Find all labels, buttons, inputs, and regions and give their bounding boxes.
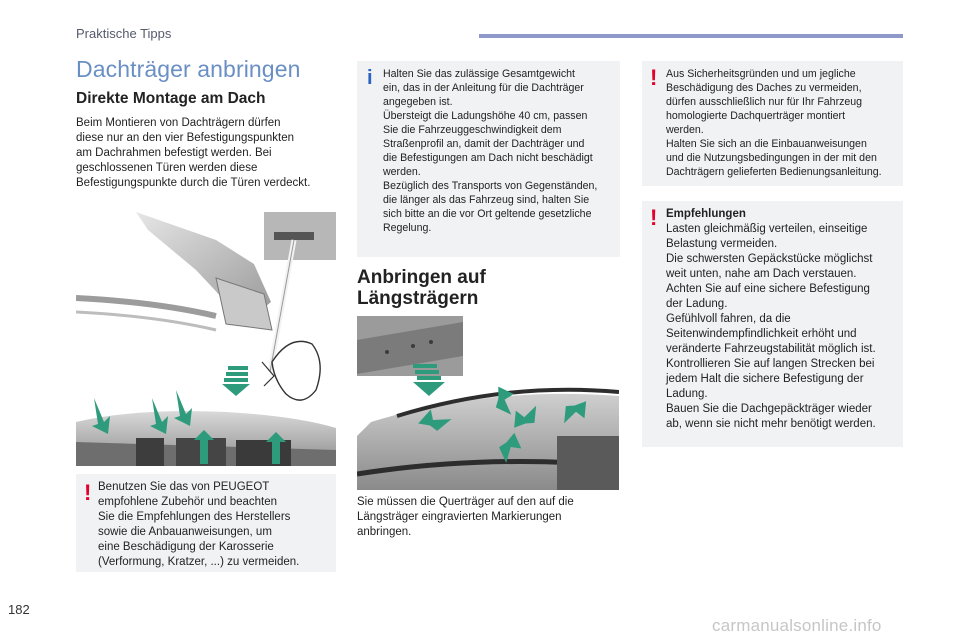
warning-icon: ! — [650, 65, 658, 90]
warning-box-recommendations — [642, 201, 903, 447]
warning-box-safety — [642, 61, 903, 186]
warning-accessories-text: Benutzen Sie das von PEUGEOT empfohlene Zubehör und beachten Sie die Empfehlungen des Herstellers sowie die Anbauanweisungen, um eine Beschädigung der Karosserie (Verformung, Kratzer, ...) zu vermeiden. — [98, 481, 300, 568]
longitudinal-heading: Anbringen auf Längsträgern — [357, 267, 486, 309]
longitudinal-illustration — [357, 316, 619, 490]
window-frame — [136, 438, 164, 466]
warning-box-accessories — [76, 474, 336, 572]
longitudinal-caption: Sie müssen die Querträger auf den auf die Längsträger eingravierten Markierungen anbringen. — [357, 496, 574, 538]
recommendations-heading: Empfehlungen — [666, 208, 746, 220]
recommendations-text: Lasten gleichmäßig verteilen, einseitige Belastung vermeiden. Die schwersten Gepäckstücke möglichst weit unten, nahe am Dach verstauen. Achten Sie auf eine sichere Befestigung der Ladung. Gefühlvoll fahren, da die Seitenwindempfindlichkeit erhöht und veränderte Fahrzeugstabilität möglich ist. Kontrollieren Sie auf langen Strecken bei jedem Halt die sichere Befestigung der Ladung. Bauen Sie die Dachgepäckträger wieder ab, wenn sie nicht mehr benötigt werden. — [666, 223, 876, 430]
warning-safety-text: Aus Sicherheitsgründen und um jegliche Beschädigung des Daches zu vermeiden, dürfen ausschließlich nur für Ihr Fahrzeug homologierte Dachquerträger montiert werden. Halten Sie sich an die Einbauanweisungen und die Nutzungsbedingungen in der mit den Dachträgern gelieferten Bedienungsanleitung. — [666, 68, 882, 178]
info-load-text: Halten Sie das zulässige Gesamtgewicht ein, das in der Anleitung für die Dachträger angegeben ist. Übersteigt die Ladungshöhe 40 cm, passen Sie die Fahrzeuggeschwindigkeit dem Straßenprofil an, damit der Dachträger und die Befestigungen am Dach nicht beschädigt werden. Bezüglich des Transports von Gegenständen, die länger als das Fahrzeug sind, halten Sie sich bitte an die vor Ort geltende gesetzliche Regelung. — [383, 68, 598, 234]
section-label: Praktische Tipps — [76, 26, 172, 41]
page-title: Dachträger anbringen — [76, 56, 301, 82]
direct-mount-illustration — [76, 212, 336, 466]
direct-mount-heading: Direkte Montage am Dach — [76, 90, 266, 107]
info-box-load — [357, 61, 620, 257]
info-icon: i — [367, 67, 373, 89]
warning-icon: ! — [650, 205, 658, 230]
watermark: carmanualsonline.info — [712, 616, 882, 635]
page-number: 182 — [8, 602, 30, 617]
direct-mount-body: Beim Montieren von Dachträgern dürfen diese nur an den vier Befestigungspunkten am Dachrahmen befestigt werden. Bei geschlossenen Türen werden diese Befestigungspunkte durch die Türen verdeckt. — [76, 117, 311, 189]
warning-icon: ! — [84, 480, 92, 505]
header-accent-bar — [479, 34, 903, 38]
